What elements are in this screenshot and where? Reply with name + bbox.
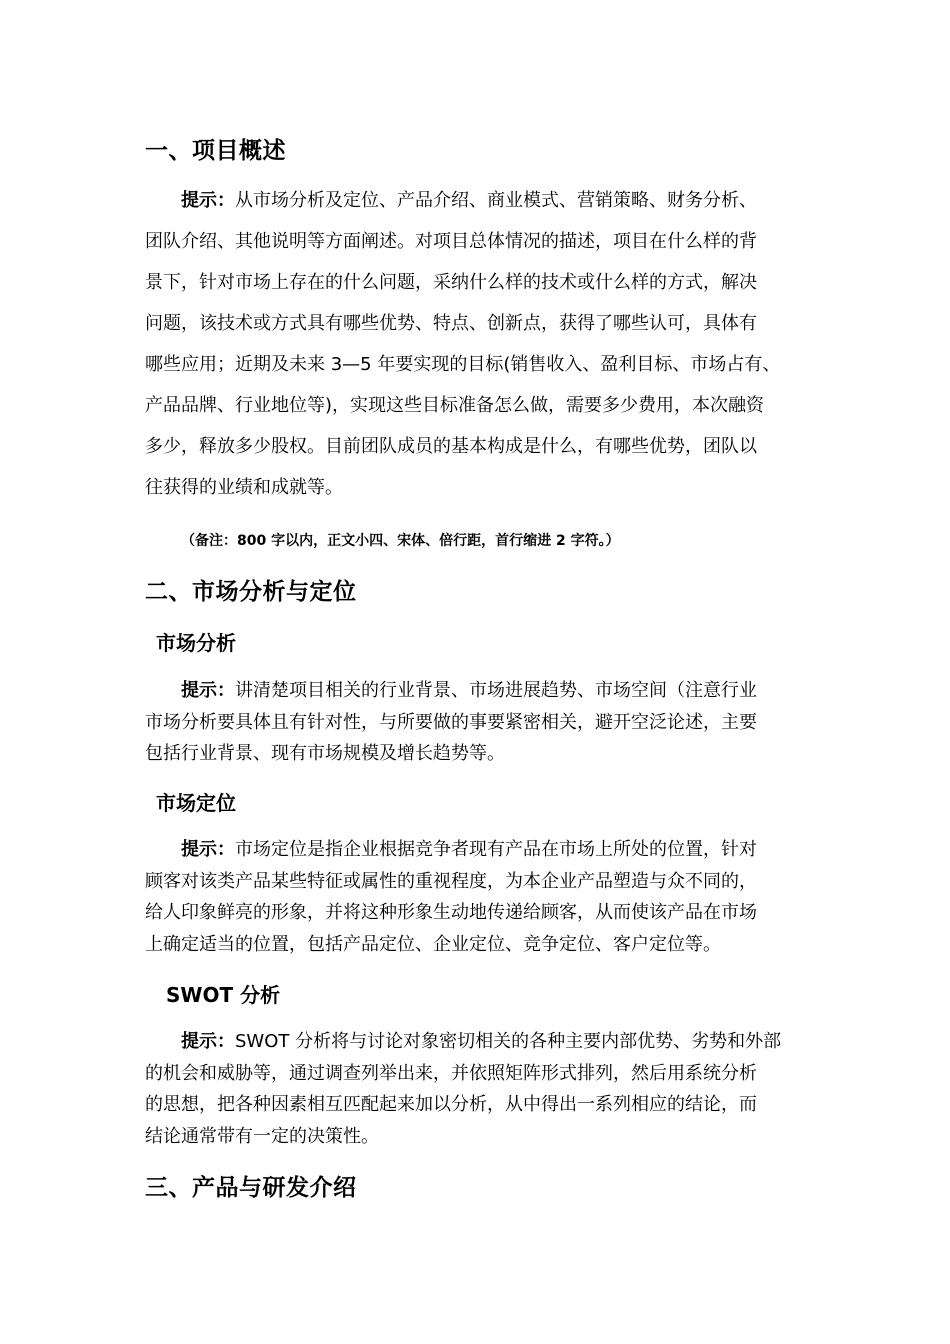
section-1-paragraph: [145, 180, 825, 508]
paragraph-line: 的机会和威胁等，通过调查列举出来，并依照矩阵形式排列，然后用系统分析: [145, 1062, 757, 1084]
paragraph-line: 景下，针对市场上存在的什么问题，采纳什么样的技术或什么样的方式，解决: [145, 272, 757, 293]
paragraph-line: 问题，该技术或方式具有哪些优势、特点、创新点，获得了哪些认可，具体有: [145, 313, 757, 334]
hint-label: 提示：: [181, 1031, 235, 1052]
market-analysis-heading: 市场分析: [156, 631, 236, 655]
hint-label: 提示：: [181, 190, 235, 211]
paragraph-line: 提示：从市场分析及定位、产品介绍、商业模式、营销策略、财务分析、: [181, 190, 757, 211]
paragraph-line: 市场分析要具体且有针对性，与所要做的事要紧密相关，避开空泛论述，主要: [145, 711, 757, 733]
paragraph-line: 顾客对该类产品某些特征或属性的重视程度，为本企业产品塑造与众不同的，: [145, 870, 757, 892]
remark-note: （备注：800 字以内，正文小四、宋体、倍行距，首行缩进 2 字符。）: [181, 533, 620, 549]
section-3-heading: 三、产品与研发介绍: [145, 1175, 357, 1201]
paragraph-line: 包括行业背景、现有市场规模及增长趋势等。: [145, 743, 505, 764]
paragraph-line: 提示：SWOT 分析将与讨论对象密切相关的各种主要内部优势、劣势和外部: [181, 1031, 782, 1052]
paragraph-line: 往获得的业绩和成就等。: [145, 477, 343, 498]
swot-paragraph: [145, 1026, 825, 1152]
paragraph-line: 提示：讲清楚项目相关的行业背景、市场进展趋势、市场空间（注意行业: [181, 680, 757, 701]
paragraph-line: 结论通常带有一定的决策性。: [145, 1125, 379, 1147]
hint-label: 提示：: [181, 839, 235, 860]
swot-heading: SWOT 分析: [166, 983, 281, 1007]
paragraph-line: 给人印象鲜亮的形象，并将这种形象生动地传递给顾客，从而使该产品在市场: [145, 902, 757, 923]
paragraph-line: 产品品牌、行业地位等)，实现这些目标准备怎么做，需要多少费用，本次融资: [145, 395, 765, 416]
paragraph-line: 上确定适当的位置，包括产品定位、企业定位、竞争定位、客户定位等。: [145, 933, 721, 955]
market-positioning-paragraph: [145, 834, 825, 960]
paragraph-line: 提示：市场定位是指企业根据竞争者现有产品在市场上所处的位置，针对: [181, 839, 757, 860]
paragraph-line: 多少，释放多少股权。目前团队成员的基本构成是什么，有哪些优势，团队以: [145, 436, 757, 457]
section-1-heading: 一、项目概述: [145, 138, 286, 164]
paragraph-line: 的思想，把各种因素相互匹配起来加以分析，从中得出一系列相应的结论，而: [145, 1094, 757, 1115]
hint-label: 提示：: [181, 680, 235, 701]
section-2-heading: 二、市场分析与定位: [145, 579, 357, 605]
paragraph-line: 团队介绍、其他说明等方面阐述。对项目总体情况的描述，项目在什么样的背: [145, 231, 757, 252]
paragraph-line: 哪些应用；近期及未来 3—5 年要实现的目标(销售收入、盈利目标、市场占有、: [145, 354, 781, 375]
market-analysis-paragraph: [145, 675, 825, 770]
market-positioning-heading: 市场定位: [156, 791, 236, 815]
